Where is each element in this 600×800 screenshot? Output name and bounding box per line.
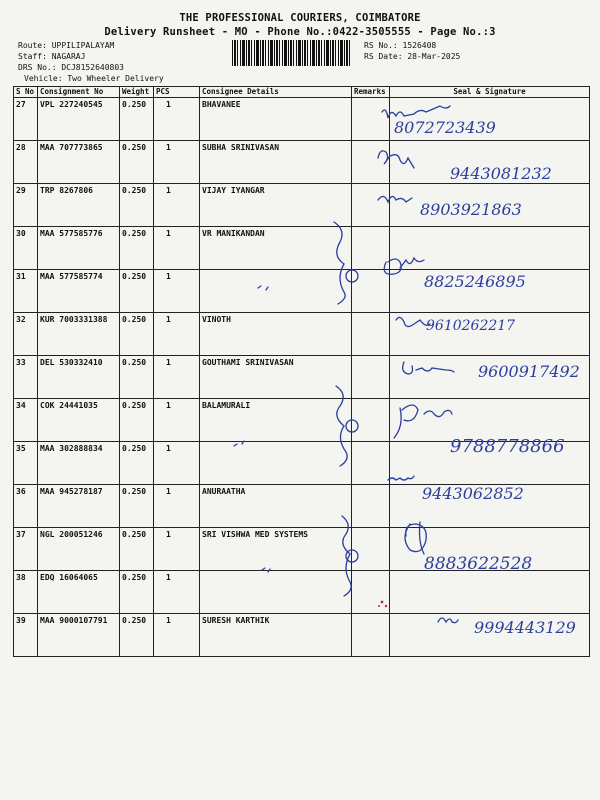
cell-sno: 29 (14, 184, 38, 227)
cell-consignee: BHAVANEE (200, 98, 352, 141)
cell-consignment: KUR 7003331388 (38, 313, 120, 356)
cell-weight: 0.250 (120, 98, 154, 141)
cell-sno: 36 (14, 485, 38, 528)
handwritten-phone-row31: 8825246895 (424, 272, 526, 291)
cell-remarks (352, 485, 390, 528)
table-row (14, 571, 590, 614)
cell-sno: 32 (14, 313, 38, 356)
cell-consignment: MAA 577585776 (38, 227, 120, 270)
cell-pcs: 1 (154, 356, 200, 399)
cell-consignment: MAA 945278187 (38, 485, 120, 528)
cell-consignee: SUBHA SRINIVASAN (200, 141, 352, 184)
cell-pcs: 1 (154, 313, 200, 356)
rs-number: RS No.: 1526408 (364, 41, 437, 50)
cell-sno: 33 (14, 356, 38, 399)
cell-consignee: VR MANIKANDAN (200, 227, 352, 270)
cell-consignment: MAA 302888834 (38, 442, 120, 485)
cell-consignee (200, 571, 352, 614)
cell-weight: 0.250 (120, 141, 154, 184)
cell-weight: 0.250 (120, 227, 154, 270)
cell-remarks (352, 614, 390, 657)
cell-consignment: MAA 707773865 (38, 141, 120, 184)
cell-pcs: 1 (154, 227, 200, 270)
handwritten-phone-row28: 9443081232 (450, 164, 552, 183)
cell-remarks (352, 442, 390, 485)
cell-consignment: DEL 530332410 (38, 356, 120, 399)
cell-remarks (352, 356, 390, 399)
handwritten-phone-row36: 9443062852 (422, 484, 524, 503)
handwritten-phone-row27: 8072723439 (394, 118, 496, 137)
cell-weight: 0.250 (120, 184, 154, 227)
cell-weight: 0.250 (120, 442, 154, 485)
cell-weight: 0.250 (120, 270, 154, 313)
cell-sno: 30 (14, 227, 38, 270)
col-header-consignment: Consignment No (38, 87, 120, 98)
cell-consignment: MAA 577585774 (38, 270, 120, 313)
cell-pcs: 1 (154, 614, 200, 657)
cell-weight: 0.250 (120, 571, 154, 614)
cell-consignee: VINOTH (200, 313, 352, 356)
cell-sno: 28 (14, 141, 38, 184)
cell-weight: 0.250 (120, 614, 154, 657)
cell-sno: 34 (14, 399, 38, 442)
cell-signature (390, 227, 590, 270)
cell-weight: 0.250 (120, 485, 154, 528)
handwritten-phone-row33: 9600917492 (478, 362, 580, 381)
cell-pcs: 1 (154, 442, 200, 485)
cell-consignee (200, 442, 352, 485)
cell-consignee: ANURAATHA (200, 485, 352, 528)
cell-remarks (352, 270, 390, 313)
cell-consignment: VPL 227240545 (38, 98, 120, 141)
cell-pcs: 1 (154, 528, 200, 571)
cell-remarks (352, 528, 390, 571)
cell-pcs: 1 (154, 141, 200, 184)
cell-consignment: COK 24441035 (38, 399, 120, 442)
cell-consignee: SRI VISHWA MED SYSTEMS (200, 528, 352, 571)
cell-signature (390, 571, 590, 614)
runsheet-subtitle: Delivery Runsheet - MO - Phone No.:0422-3505555 - Page No.:3 (104, 26, 496, 38)
handwritten-phone-row35: 9788778866 (450, 436, 565, 457)
handwritten-phone-row39: 9994443129 (474, 618, 576, 637)
drs-number: DRS No.: DCJ8152640803 (18, 63, 124, 72)
table-header-row (14, 87, 590, 98)
handwritten-phone-row38: 8883622528 (424, 554, 533, 574)
cell-consignee: GOUTHAMI SRINIVASAN (200, 356, 352, 399)
route-line: Route: UPPILIPALAYAM (18, 41, 115, 50)
cell-pcs: 1 (154, 184, 200, 227)
col-header-sno: S No (14, 87, 38, 98)
cell-consignment: MAA 9000107791 (38, 614, 120, 657)
cell-remarks (352, 141, 390, 184)
col-header-consignee: Consignee Details (200, 87, 352, 98)
cell-sno: 37 (14, 528, 38, 571)
cell-pcs: 1 (154, 485, 200, 528)
vehicle-line: Vehicle: Two Wheeler Delivery (24, 74, 164, 83)
cell-sno: 38 (14, 571, 38, 614)
table-row (14, 227, 590, 270)
barcode (232, 40, 352, 66)
cell-pcs: 1 (154, 399, 200, 442)
rs-date: RS Date: 28-Mar-2025 (364, 52, 461, 61)
cell-sno: 39 (14, 614, 38, 657)
col-header-pcs: PCS (154, 87, 200, 98)
staff-line: Staff: NAGARAJ (18, 52, 86, 61)
cell-pcs: 1 (154, 270, 200, 313)
cell-consignee (200, 270, 352, 313)
cell-remarks (352, 571, 390, 614)
cell-pcs: 1 (154, 571, 200, 614)
cell-remarks (352, 399, 390, 442)
handwritten-phone-row32: 9610262217 (426, 318, 516, 334)
cell-weight: 0.250 (120, 528, 154, 571)
cell-remarks (352, 313, 390, 356)
cell-consignment: TRP 8267806 (38, 184, 120, 227)
cell-sno: 27 (14, 98, 38, 141)
cell-remarks (352, 227, 390, 270)
cell-sno: 35 (14, 442, 38, 485)
handwritten-phone-row29: 8903921863 (420, 200, 522, 219)
cell-consignee: SURESH KARTHIK (200, 614, 352, 657)
cell-weight: 0.250 (120, 356, 154, 399)
cell-remarks (352, 98, 390, 141)
cell-weight: 0.250 (120, 313, 154, 356)
cell-consignee: BALAMURALI (200, 399, 352, 442)
table-row (14, 98, 590, 141)
cell-weight: 0.250 (120, 399, 154, 442)
col-header-signature: Seal & Signature (390, 87, 590, 98)
company-title: THE PROFESSIONAL COURIERS, COIMBATORE (179, 12, 421, 24)
cell-consignment: NGL 200051246 (38, 528, 120, 571)
cell-remarks (352, 184, 390, 227)
cell-consignee: VIJAY IYANGAR (200, 184, 352, 227)
cell-sno: 31 (14, 270, 38, 313)
cell-consignment: EDQ 16064065 (38, 571, 120, 614)
cell-pcs: 1 (154, 98, 200, 141)
col-header-weight: Weight (120, 87, 154, 98)
col-header-remarks: Remarks (352, 87, 390, 98)
